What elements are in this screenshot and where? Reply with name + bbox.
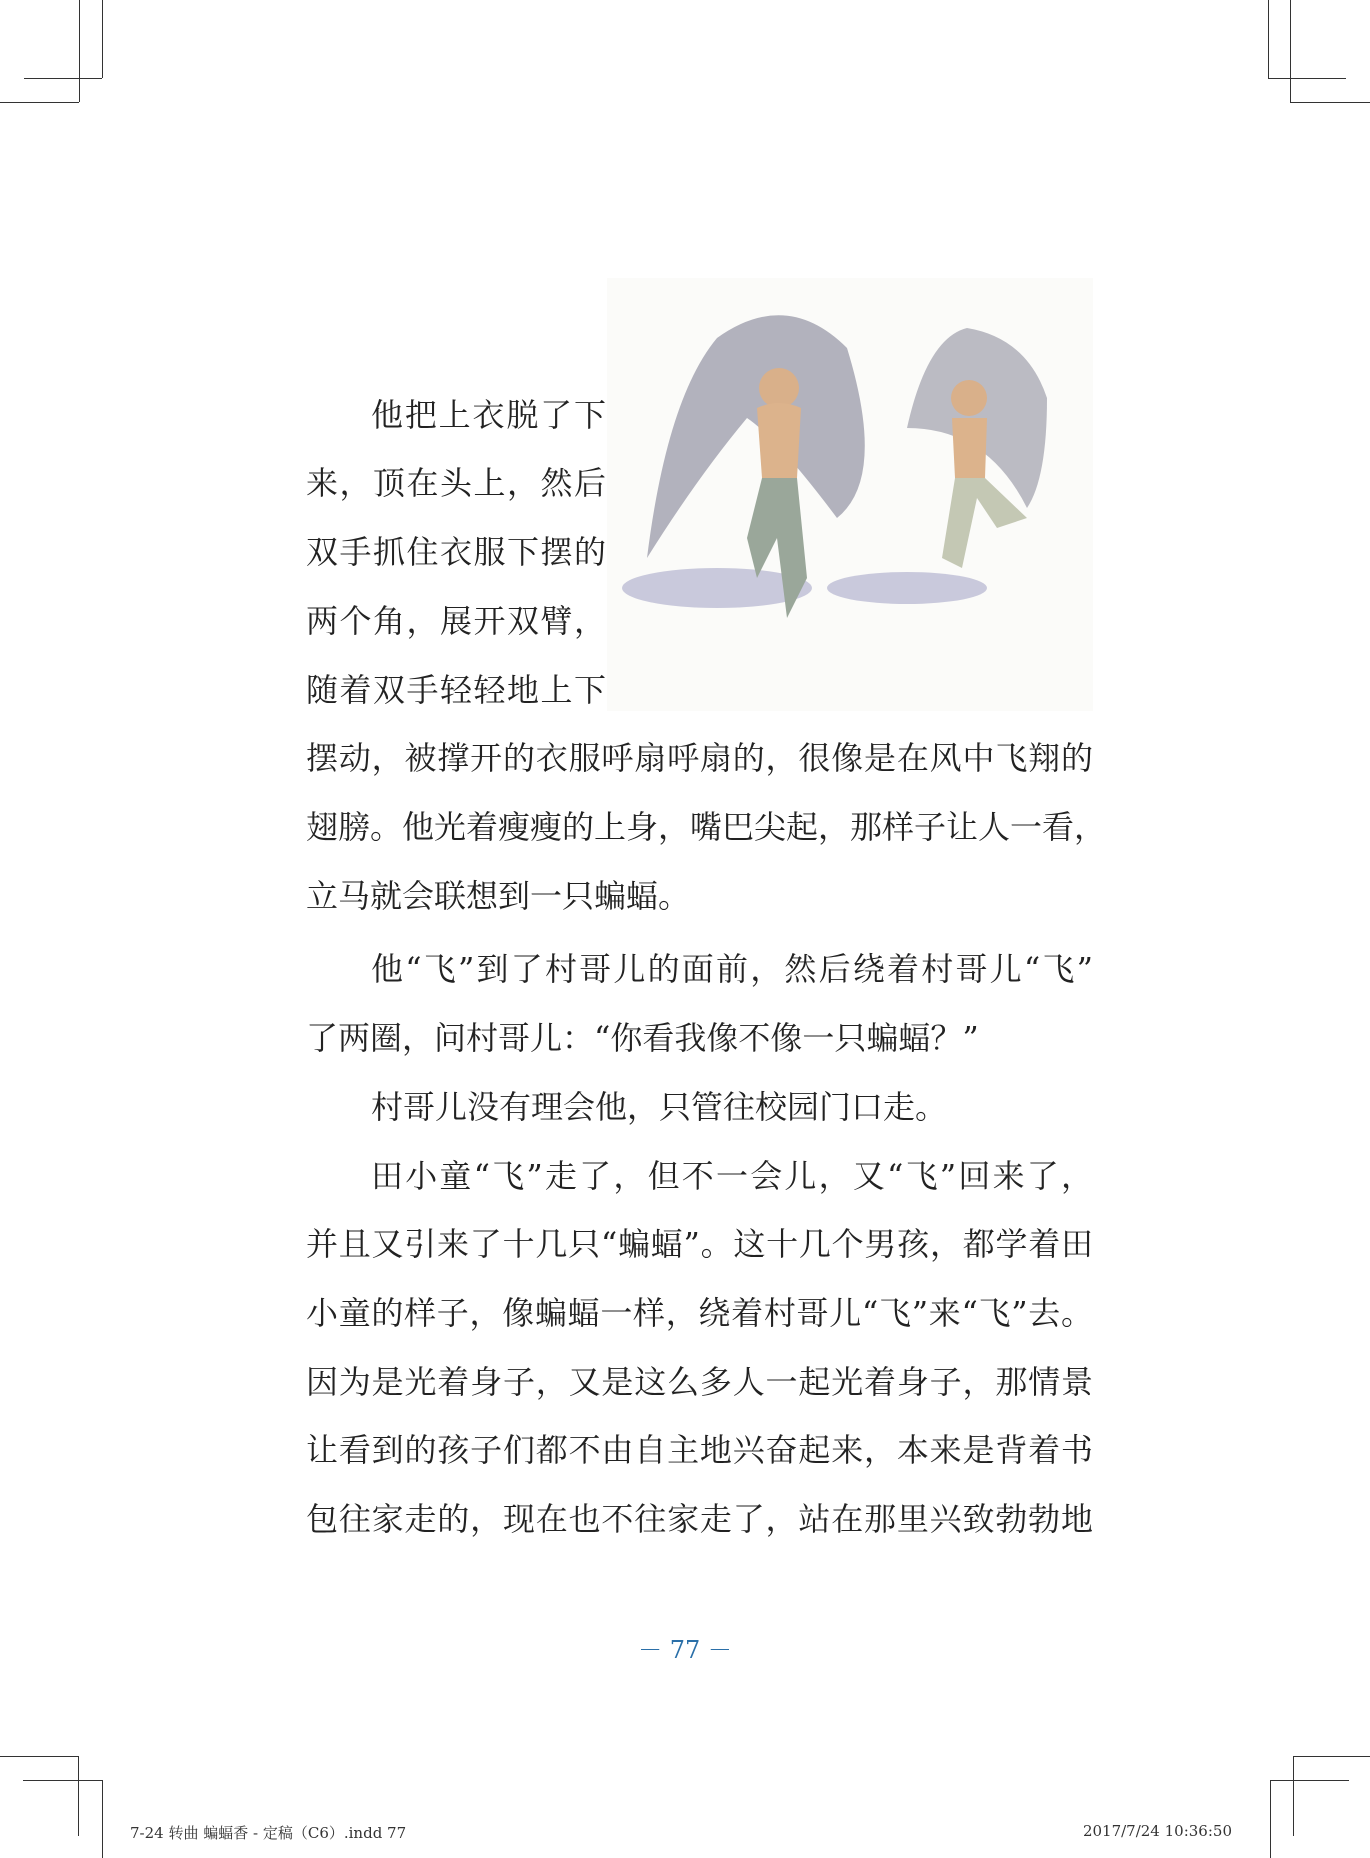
text-line: 他把上衣脱了下 [371,396,606,434]
text-line: 两个角，展开双臂， [306,602,606,640]
page-number: － 77 － [638,1636,732,1664]
text-line: 小童的样子，像蝙蝠一样，绕着村哥儿“飞”来“飞”去。 [306,1294,1093,1332]
text-line: 立马就会联想到一只蝙蝠。 [306,877,691,915]
text-line: 让看到的孩子们都不由自主地兴奋起来，本来是背着书 [306,1431,1093,1469]
text-line: 并且又引来了十几只“蝙蝠”。这十几个男孩，都学着田 [306,1225,1093,1263]
illustration-boys-as-bats [607,278,1093,711]
footer-timestamp: 2017/7/24 10:36:50 [1082,1822,1232,1840]
text-line: 村哥儿没有理会他，只管往校园门口走。 [371,1088,948,1126]
text-line: 摆动，被撑开的衣服呼扇呼扇的，很像是在风中飞翔的 [306,739,1093,777]
text-line: 了两圈，问村哥儿：“你看我像不像一只蝙蝠？” [306,1019,979,1057]
text-line: 他“飞”到了村哥儿的面前，然后绕着村哥儿“飞” [371,950,1093,988]
text-line: 双手抓住衣服下摆的 [306,533,606,571]
footer-filename: 7-24 转曲 蝙蝠香 - 定稿（C6）.indd 77 [130,1824,407,1842]
text-line: 随着双手轻轻地上下 [306,671,606,709]
text-line: 因为是光着身子，又是这么多人一起光着身子，那情景 [306,1363,1093,1401]
text-line: 来，顶在头上，然后 [306,464,606,502]
text-line: 翅膀。他光着瘦瘦的上身，嘴巴尖起，那样子让人一看， [306,808,1107,846]
text-line: 包往家走的，现在也不往家走了，站在那里兴致勃勃地 [306,1500,1093,1538]
text-line: 田小童“飞”走了，但不一会儿，又“飞”回来了， [371,1157,1093,1195]
